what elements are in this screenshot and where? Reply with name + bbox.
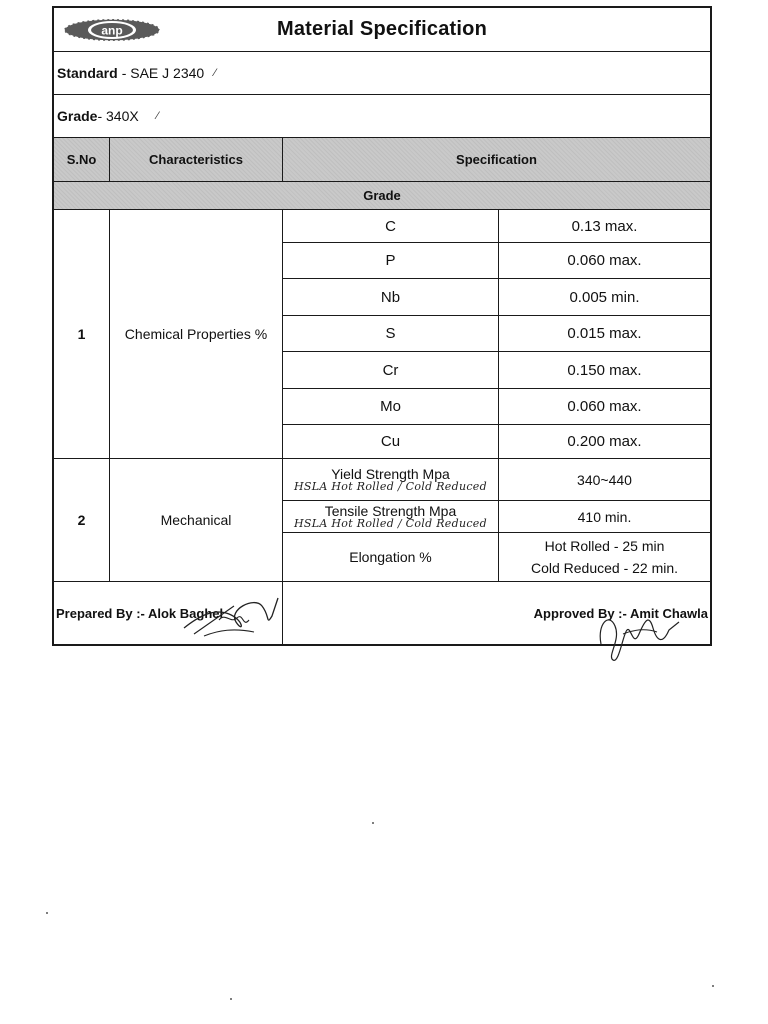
value-cell: 0.015 max. xyxy=(567,325,642,342)
value-cell: 0.005 min. xyxy=(569,288,640,306)
table-row xyxy=(283,279,710,316)
table-header xyxy=(54,138,710,182)
prepared-by-cell xyxy=(54,582,283,644)
table-row xyxy=(283,243,710,279)
value-cell: 340~440 xyxy=(577,471,632,488)
standard-value: - SAE J 2340 xyxy=(121,65,205,81)
chemical-label: Chemical Properties % xyxy=(110,210,283,458)
chemical-sno: 1 xyxy=(54,210,110,458)
signature-footer xyxy=(54,582,710,644)
scan-speck xyxy=(372,822,374,824)
standard-label: Standard xyxy=(57,65,118,81)
value-cell xyxy=(499,533,710,581)
element-cell: P xyxy=(283,243,499,278)
value-cell: 410 min. xyxy=(577,508,632,525)
mechanical-sno: 2 xyxy=(54,459,110,581)
mechanical-block xyxy=(54,459,710,582)
scan-speck xyxy=(230,998,232,1000)
value-line: Hot Rolled - 25 min xyxy=(544,538,665,554)
scan-speck xyxy=(712,985,714,987)
header-sno: S.No xyxy=(54,138,110,181)
table-row xyxy=(283,389,710,425)
table-row xyxy=(283,459,710,501)
logo-text: anp xyxy=(101,23,123,38)
grade-label: Grade xyxy=(57,108,98,124)
handwritten-note: HSLA Hot Rolled / Cold Reduced xyxy=(294,480,487,493)
prepared-by-label: Prepared By :- Alok Baghel xyxy=(56,606,224,621)
value-cell: 0.150 max. xyxy=(567,361,642,379)
table-row xyxy=(283,210,710,243)
property-name: Tensile Strength Mpa xyxy=(324,503,457,519)
subheader-grade: Grade xyxy=(363,188,401,203)
grade-value: - 340X xyxy=(97,108,139,124)
header-characteristics: Characteristics xyxy=(110,138,283,181)
element-cell: S xyxy=(283,316,499,351)
approved-by-label: Approved By :- Amit Chawla xyxy=(533,606,708,621)
table-row xyxy=(283,352,710,389)
scan-speck xyxy=(46,912,48,914)
specification-sheet xyxy=(52,6,712,646)
chemical-rows xyxy=(283,210,710,458)
property-cell xyxy=(283,459,499,500)
property-name: Yield Strength Mpa xyxy=(331,466,450,482)
value-cell: 0.200 max. xyxy=(567,433,642,450)
mechanical-label: Mechanical xyxy=(110,459,283,581)
grade-row xyxy=(54,95,710,138)
check-tick-icon: ⁄ xyxy=(156,110,159,122)
approved-by-cell xyxy=(283,582,710,644)
table-row xyxy=(283,501,710,533)
handwritten-note: HSLA Hot Rolled / Cold Reduced xyxy=(294,517,487,530)
value-cell: 0.060 max. xyxy=(567,398,642,415)
mechanical-rows xyxy=(283,459,710,581)
value-line: Cold Reduced - 22 min. xyxy=(530,560,679,576)
grade-subheader xyxy=(54,182,710,210)
signature-approved xyxy=(593,604,685,662)
table-row xyxy=(283,316,710,352)
value-cell: 0.060 max. xyxy=(567,252,642,269)
table-row xyxy=(283,533,710,581)
anp-logo xyxy=(62,16,162,44)
element-cell: C xyxy=(283,210,499,242)
check-tick-icon: ⁄ xyxy=(214,67,217,79)
signature-prepared xyxy=(174,586,284,642)
element-cell: Mo xyxy=(283,389,499,424)
value-cell: 0.13 max. xyxy=(571,217,638,235)
element-cell: Cr xyxy=(283,352,499,388)
standard-row xyxy=(54,52,710,95)
property-cell xyxy=(283,501,499,532)
element-cell: Cu xyxy=(283,425,499,458)
title-row xyxy=(54,8,710,52)
chemical-block xyxy=(54,210,710,459)
element-cell: Nb xyxy=(283,279,499,315)
table-row xyxy=(283,425,710,458)
page-title: Material Specification xyxy=(276,18,487,40)
property-cell: Elongation % xyxy=(283,533,499,581)
header-specification: Specification xyxy=(456,152,537,167)
